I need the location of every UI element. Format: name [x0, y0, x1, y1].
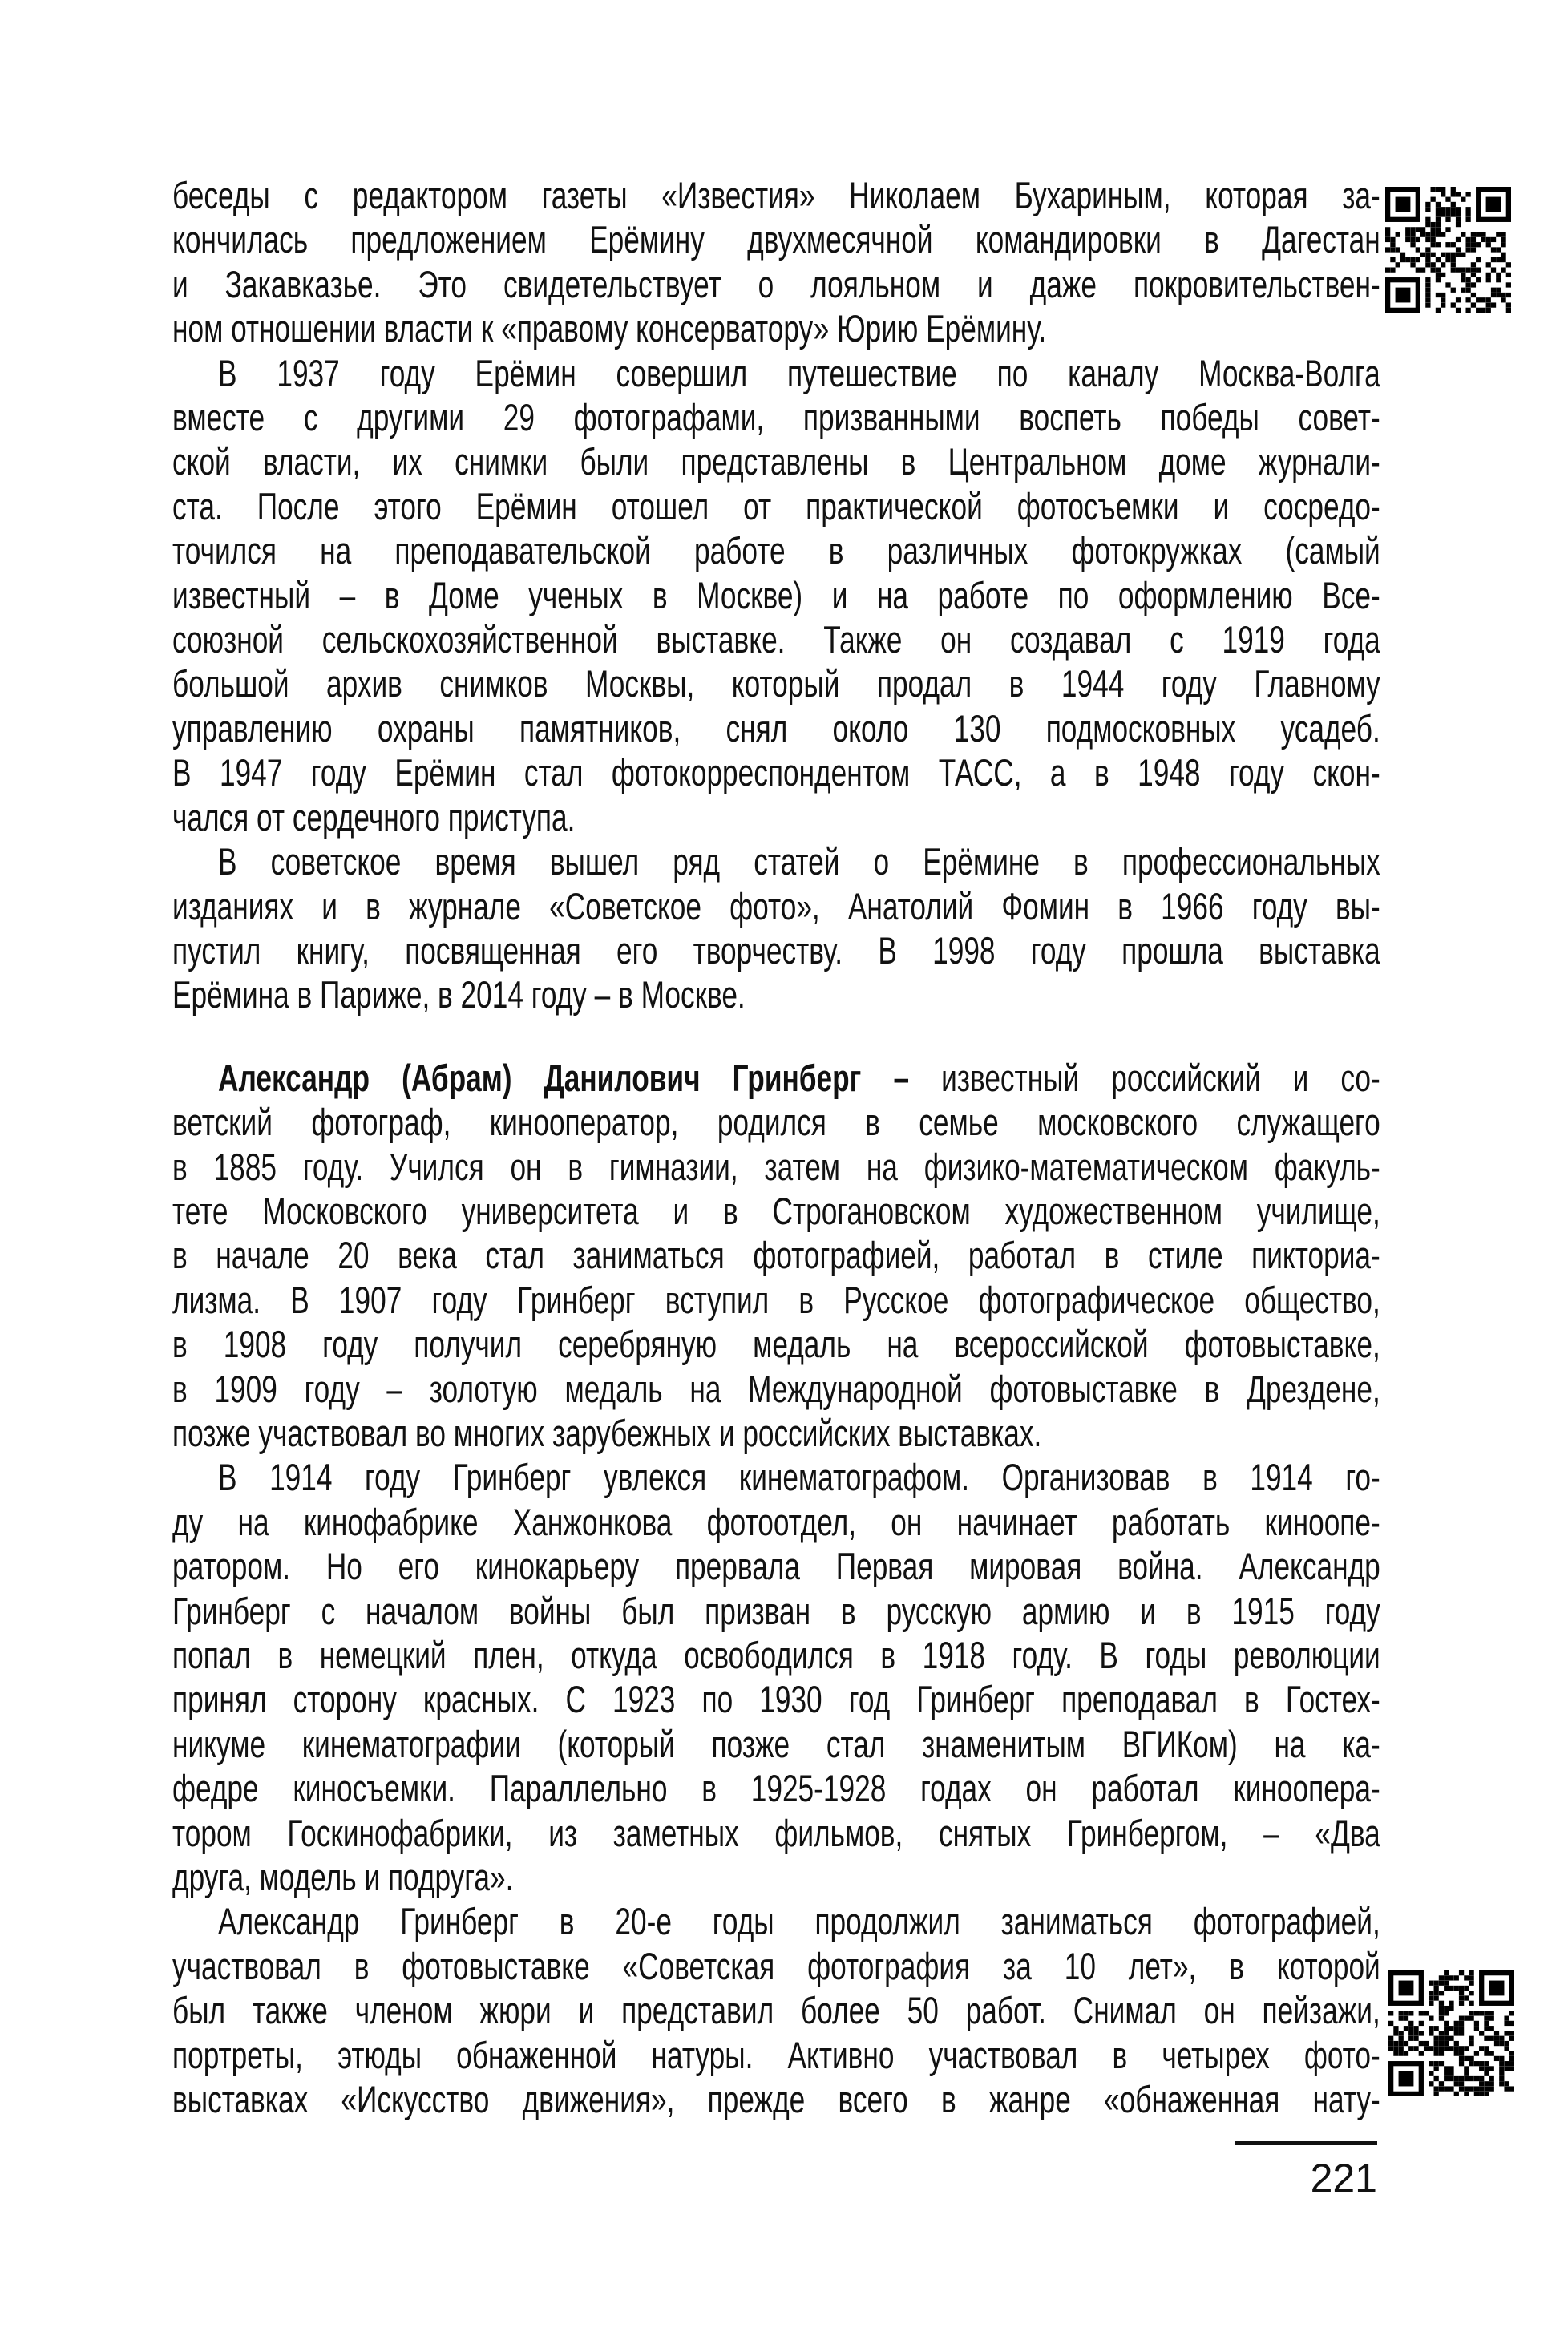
text-line: лизма. В 1907 году Гринберг вступил в Русское фотографическое общество,	[172, 1278, 1380, 1321]
text-line: известный – в Доме ученых в Москве) и на работе по оформлению Все-	[172, 573, 1380, 616]
text-line: чался от сердечного приступа.	[172, 795, 576, 839]
paragraph	[172, 1455, 1380, 1899]
text-line: Гринберг с началом войны был призван в русскую армию и в 1915 году	[172, 1589, 1380, 1632]
text-line: управлению охраны памятников, снял около 130 подмосковных усадеб.	[172, 706, 1380, 750]
qr-code-icon	[1385, 187, 1511, 313]
text-line: никуме кинематографии (который позже стал знаменитым ВГИКом) на ка-	[172, 1722, 1380, 1765]
text-line: вместе с другими 29 фотографами, призванными воспеть победы совет-	[172, 396, 1380, 439]
text-line: позже участвовал во многих зарубежных и российских выставках.	[172, 1411, 1042, 1454]
text-line: тором Госкинофабрики, из заметных фильмов, снятых Гринбергом, – «Два	[172, 1811, 1380, 1854]
text-line: союзной сельскохозяйственной выставке. Также он создавал с 1919 года	[172, 618, 1380, 661]
text-line: В 1914 году Гринберг увлекся кинематографом. Организовав в 1914 го-	[218, 1456, 1380, 1499]
paragraph	[172, 173, 1380, 351]
text-column	[172, 173, 1380, 2121]
text-line: в 1908 году получил серебряную медаль на всероссийской фотовыставке,	[172, 1323, 1380, 1366]
text-line: друга, модель и подруга».	[172, 1856, 514, 1899]
text-line: портреты, этюды обнаженной натуры. Активно участвовал в четырех фото-	[172, 2033, 1380, 2076]
text-line: попал в немецкий плен, откуда освободился в 1918 году. В годы революции	[172, 1634, 1380, 1676]
text-line: В 1937 году Ерёмин совершил путешествие по каналу Москва-Волга	[218, 351, 1380, 394]
text-line: В советское время вышел ряд статей о Ерёмине в профессиональных	[218, 840, 1380, 883]
text-line: ста. После этого Ерёмин отошел от практической фотосъемки и сосредо-	[172, 484, 1380, 527]
text-line: тете Московского университета и в Строгановском художественном училище,	[172, 1189, 1380, 1232]
text-line: большой архив снимков Москвы, который продал в 1944 году Главному	[172, 662, 1380, 705]
person-name-bold: Александр (Абрам) Данилович Гринберг –	[218, 1056, 910, 1099]
text-line: принял сторону красных. С 1923 по 1930 год Гринберг преподавал в Гостех-	[172, 1678, 1380, 1721]
text-line: ской власти, их снимки были представлены в Центральном доме журнали-	[172, 440, 1380, 483]
qr-code-icon	[1388, 1970, 1514, 2096]
footer-rule	[1235, 2141, 1377, 2145]
text-line: В 1947 году Ерёмин стал фотокорреспондентом ТАСС, а в 1948 году скон-	[172, 751, 1380, 794]
text-line: ветский фотограф, кинооператор, родился в семье московского служащего	[172, 1101, 1380, 1144]
text-line: и Закавказье. Это свидетельствует о лояльном и даже покровительствен-	[172, 262, 1380, 305]
text-line: федре киносъемки. Параллельно в 1925-1928 годах он работал киноопера-	[172, 1767, 1380, 1810]
text-line: ду на кинофабрике Ханжонкова фотоотдел, он начинает работать киноопе-	[172, 1500, 1380, 1543]
text-line: точился на преподавательской работе в различных фотокружках (самый	[172, 529, 1380, 572]
text-line: Александр Гринберг в 20-е годы продолжил заниматься фотографией,	[218, 1900, 1380, 1943]
text-line: ном отношении власти к «правому консерватору» Юрию Ерёмину.	[172, 307, 1047, 350]
text-line: пустил книгу, посвященная его творчеству. В 1998 году прошла выставка	[172, 928, 1380, 972]
text-line: Ерёмина в Париже, в 2014 году – в Москве.	[172, 973, 746, 1016]
paragraph	[172, 839, 1380, 1017]
page-number: 221	[1310, 2156, 1377, 2201]
paragraph	[172, 1056, 1380, 1456]
text-line: беседы с редактором газеты «Известия» Николаем Бухариным, которая за-	[172, 174, 1380, 216]
paragraph	[172, 1899, 1380, 2121]
text-line: в 1909 году – золотую медаль на Международной фотовыставке в Дрездене,	[172, 1367, 1380, 1410]
text-line: был также членом жюри и представил более 50 работ. Снимал он пейзажи,	[172, 1989, 1380, 2032]
text-line: Александр (Абрам) Данилович Гринберг – известный российский и со-	[218, 1056, 1380, 1099]
text-line: кончилась предложением Ерёмину двухмесячной командировки в Дагестан	[172, 218, 1380, 261]
text-line: изданиях и в журнале «Советское фото», Анатолий Фомин в 1966 году вы-	[172, 884, 1380, 928]
text-line: выставках «Искусство движения», прежде всего в жанре «обнаженная нату-	[172, 2078, 1380, 2121]
paragraph	[172, 351, 1380, 839]
text-line: участвовал в фотовыставке «Советская фотография за 10 лет», в которой	[172, 1944, 1380, 1987]
text-line: в 1885 году. Учился он в гимназии, затем на физико-математическом факуль-	[172, 1145, 1380, 1188]
text-line: ратором. Но его кинокарьеру прервала Первая мировая война. Александр	[172, 1545, 1380, 1588]
text-line: в начале 20 века стал заниматься фотографией, работал в стиле пикториа-	[172, 1234, 1380, 1277]
